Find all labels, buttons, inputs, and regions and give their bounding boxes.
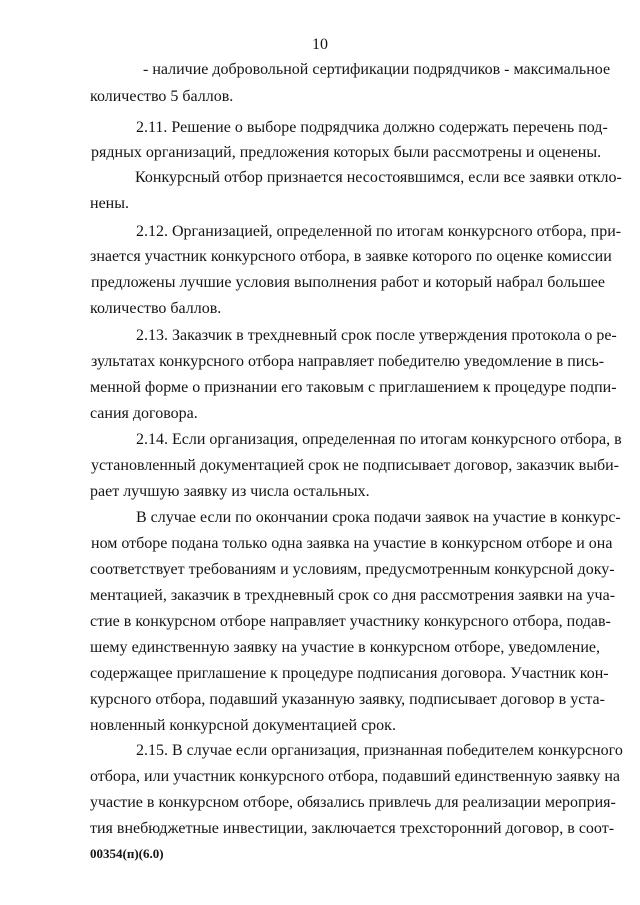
text-line: ном отборе подана только одна заявка на участие в конкурсном отборе и она (91, 535, 613, 552)
text-line: В случае если по окончании срока подачи заявок на участие в конкурс- (136, 509, 621, 526)
text-line: 2.13. Заказчик в трехдневный срок после утверждения протокола о ре- (136, 327, 617, 344)
text-line: предложены лучшие условия выполнения работ и который набрал большее (91, 274, 605, 291)
text-line: количество баллов. (90, 300, 222, 317)
text-line: зультатах конкурсного отбора направляет победителю уведомление в пись- (91, 353, 605, 370)
text-line: нены. (90, 195, 129, 212)
text-line: стие в конкурсном отборе направляет участнику конкурсного отбора, подав- (90, 613, 611, 630)
text-line: 2.11. Решение о выборе подрядчика должно содержать перечень под- (136, 119, 608, 136)
text-line: тия внебюджетные инвестиции, заключается трехсторонний договор, в соот- (90, 820, 615, 837)
text-line: 2.14. Если организация, определенная по итогам конкурсного отбора, в (136, 431, 622, 448)
page-number: 10 (312, 36, 328, 53)
text-line: рядных организаций, предложения которых были рассмотрены и оценены. (91, 144, 602, 161)
text-line: шему единственную заявку на участие в конкурсном отборе, уведомление, (90, 639, 600, 656)
text-line: - наличие добровольной сертификации подрядчиков - максимальное (143, 61, 611, 78)
text-line: участие в конкурсном отборе, обязались привлечь для реализации мероприя- (90, 794, 616, 811)
text-line: рает лучшую заявку из числа остальных. (90, 483, 370, 500)
text-line: 2.15. В случае если организация, признанная победителем конкурсного (136, 742, 623, 759)
text-line: сания договора. (90, 405, 198, 422)
text-line: Конкурсный отбор признается несостоявшимся, если все заявки откло- (135, 169, 622, 186)
text-line: количество 5 баллов. (90, 88, 234, 105)
text-line: соответствует требованиям и условиям, предусмотренным конкурсной доку- (90, 561, 615, 578)
document-code: 00354(п)(6.0) (90, 846, 164, 861)
text-line: новленный конкурсной документацией срок. (90, 717, 396, 734)
text-line: знается участник конкурсного отбора, в заявке которого по оценке комиссии (90, 248, 612, 265)
text-line: менной форме о признании его таковым с приглашением к процедуре подпи- (90, 379, 617, 396)
text-line: 2.12. Организацией, определенной по итогам конкурсного отбора, при- (136, 223, 622, 240)
text-line: установленный документацией срок не подписывает договор, заказчик выби- (91, 457, 619, 474)
text-line: ментацией, заказчик в трехдневный срок со дня рассмотрения заявки на уча- (90, 587, 616, 604)
text-line: содержащее приглашение к процедуре подписания договора. Участник кон- (90, 665, 609, 682)
text-line: курсного отбора, подавший указанную заявку, подписывает договор в уста- (90, 691, 605, 708)
text-line: отбора, или участник конкурсного отбора, подавший единственную заявку на (90, 768, 620, 785)
